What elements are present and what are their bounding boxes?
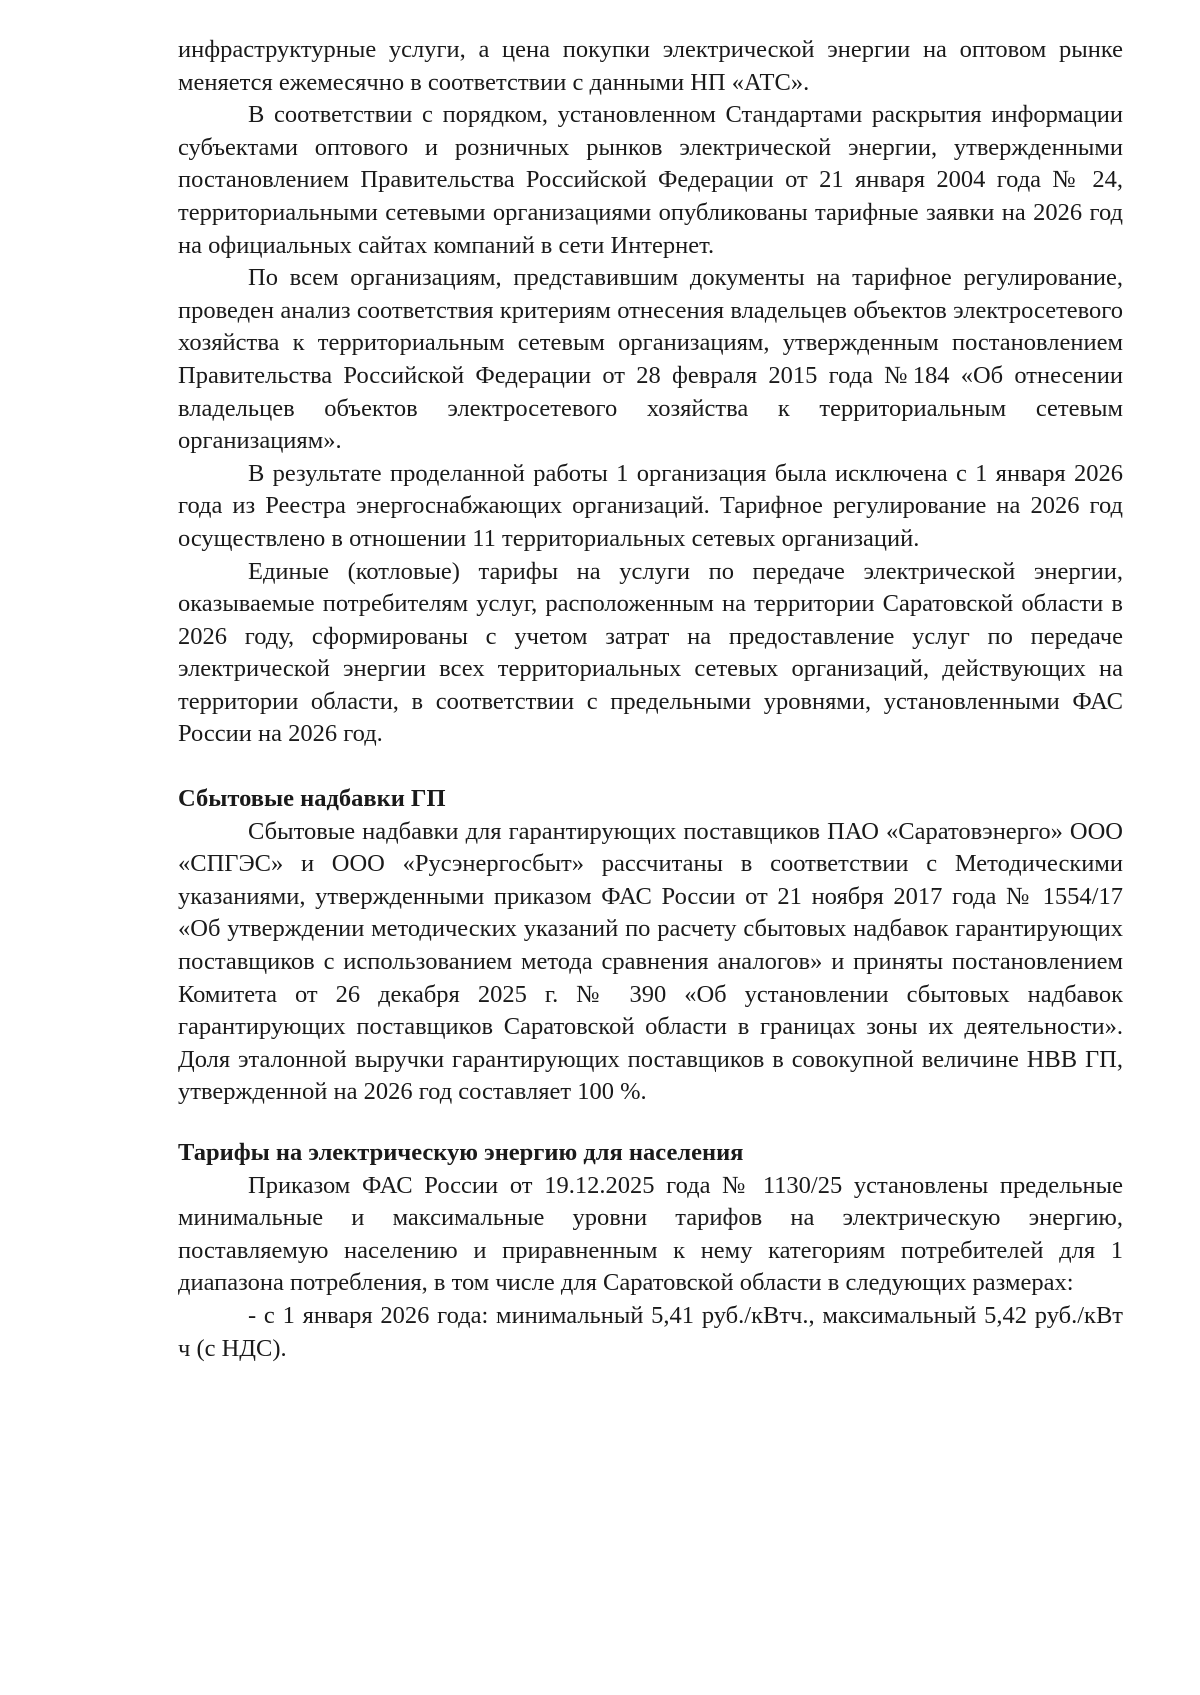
paragraph-disclosure-standards: В соответствии с порядком, установленном Стандартами раскрытия информации субъектами оптового и розничных рынков электрической энергии, утвержденными постановлением Правительства Российской Федерации от 21 января 2004 года № 24, территориальными сетевыми организациями опубликованы тарифные заявки на 2026 год на официальных сайтах компаний в сети Интернет.	[178, 101, 1123, 259]
paragraph-criteria-analysis: По всем организациям, представившим документы на тарифное регулирование, проведен анализ соответствия критериям отнесения владельцев объектов электросетевого хозяйства к территориальным сетевым организациям, утвержденным постановлением Правительства Российской Федерации от 28 февраля 2015 года №184 «Об отнесении владельцев объектов электросетевого хозяйства к территориальным сетевым организациям».	[178, 264, 1123, 455]
list-item-tariff-levels: - с 1 января 2026 года: минимальный 5,41 руб./кВтч., максимальный 5,42 руб./кВт ч (с НДС).	[178, 1301, 1123, 1362]
section-heading-sales-markups: Сбытовые надбавки ГП	[178, 785, 446, 813]
document-page	[178, 34, 1123, 1365]
paragraph-population-tariffs: Приказом ФАС России от 19.12.2025 года № 1130/25 установлены предельные минимальные и максимальные уровни тарифов на электрическую энергию, поставляемую населению и приравненным к нему категориям потребителей для 1 диапазона потребления, в том числе для Саратовской области в следующих размерах:	[178, 1171, 1123, 1297]
section-spacer	[178, 751, 1123, 783]
section-heading-population-tariffs: Тарифы на электрическую энергию для населения	[178, 1139, 744, 1166]
paragraph-continuation: инфраструктурные услуги, а цена покупки электрической энергии на оптовом рынке меняется ежемесячно в соответствии с данными НП «АТС».	[178, 36, 1123, 96]
section-spacer	[178, 1109, 1123, 1137]
paragraph-sales-markups: Сбытовые надбавки для гарантирующих поставщиков ПАО «Саратовэнерго» ООО «СПГЭС» и ООО «Русэнергосбыт» рассчитаны в соответствии с Методическими указаниями, утвержденными приказом ФАС России от 21 ноября 2017 года № 1554/17 «Об утверждении методических указаний по расчету сбытовых надбавок гарантирующих поставщиков с использованием метода сравнения аналогов» и приняты постановлением Комитета от 26 декабря 2025 г. № 390 «Об установлении сбытовых надбавок гарантирующих поставщиков Саратовской области в границах зоны их деятельности». Доля эталонной выручки гарантирующих поставщиков в совокупной величине НВВ ГП, утвержденной на 2026 год составляет 100 %.	[178, 817, 1123, 1106]
paragraph-registry-exclusion: В результате проделанной работы 1 организация была исключена с 1 января 2026 года из Реестра энергоснабжающих организаций. Тарифное регулирование на 2026 год осуществлено в отношении 11 территориальных сетевых организаций.	[178, 459, 1123, 552]
paragraph-unified-tariffs: Единые (котловые) тарифы на услуги по передаче электрической энергии, оказываемые потребителям услуг, расположенным на территории Саратовской области в 2026 году, сформированы с учетом затрат на предоставление услуг по передаче электрической энергии всех территориальных сетевых организаций, действующих на территории области, в соответствии с предельными уровнями, установленными ФАС России на 2026 год.	[178, 557, 1123, 748]
